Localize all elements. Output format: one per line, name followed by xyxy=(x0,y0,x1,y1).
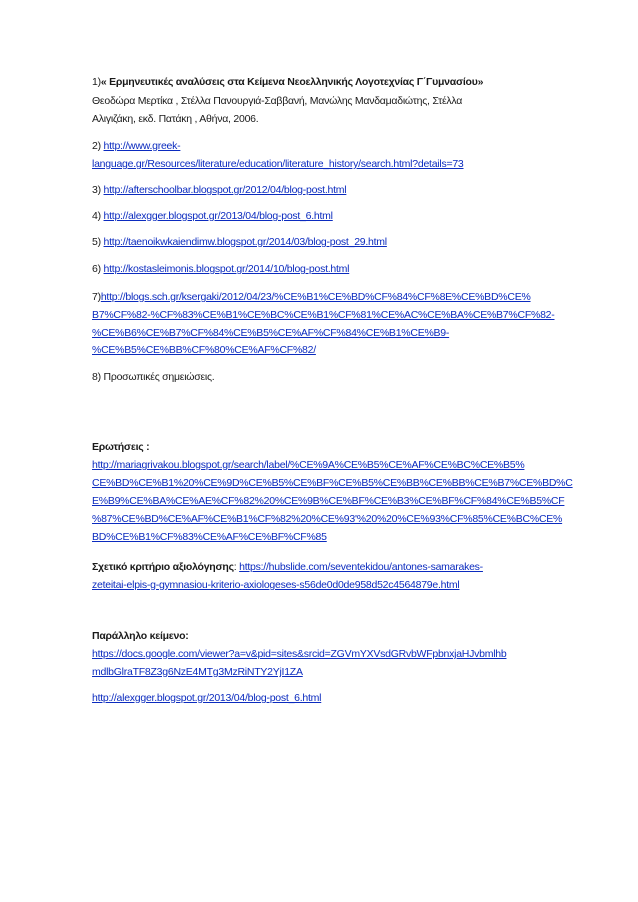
ref7-line1 xyxy=(92,290,531,304)
ref7-line3 xyxy=(92,326,449,340)
questions-link-part5[interactable]: BD%CE%B1%CF%83%CE%AF%CE%BF%CF%85 xyxy=(92,531,327,543)
questions-line2 xyxy=(92,476,573,490)
ref4-line xyxy=(92,209,333,223)
ref2-number: 2) xyxy=(92,140,101,152)
ref1-book-title: « Ερμηνευτικές αναλύσεις στα Κείμενα Νεοελληνικής Λογοτεχνίας Γ΄Γυμνασίου» xyxy=(100,76,484,88)
ref7-link[interactable]: http://blogs.sch.gr/ksergaki/2012/04/23/%CE%B1%CE%BD%CF%84%CF%8E%CE%BD%CE% xyxy=(100,291,531,303)
questions-link-part4[interactable]: %87%CE%BD%CE%AF%CE%B1%CF%82%20%CE%93'%20%20%CE%93%CF%85%CE%BC%CE% xyxy=(92,513,563,525)
ref7-number: 7) xyxy=(92,291,101,303)
criteria-line2 xyxy=(92,578,459,592)
criteria-link-part2[interactable]: zeteitai-elpis-g-gymnasiou-kriterio-axiologeses-s56de0d0de958d52c4564879e.html xyxy=(92,579,460,591)
parallel-heading: Παράλληλο κείμενο: xyxy=(92,630,189,642)
ref5-line xyxy=(92,235,387,249)
questions-link[interactable]: http://mariagrivakou.blogspot.gr/search/label/%CE%9A%CE%B5%CE%AF%CE%BC%CE%B5% xyxy=(92,459,525,471)
ref7-link-part4[interactable]: %CE%B5%CE%BB%CF%80%CE%AF%CF%82/ xyxy=(92,344,316,356)
ref1-title-line xyxy=(92,75,483,89)
ref8-text: Προσωπικές σημειώσεις. xyxy=(103,371,215,383)
parallel-link-part2[interactable]: mdlbGlraTF8Z3g6NzE4MTg3MzRiNTY2YjI1ZA xyxy=(92,666,303,678)
ref3-number: 3) xyxy=(92,184,101,196)
ref1-number: 1) xyxy=(92,76,101,88)
criteria-label: Σχετικό κριτήριο αξιολόγησης xyxy=(92,561,234,573)
criteria-colon: : xyxy=(233,561,240,573)
ref3-line xyxy=(92,183,346,197)
ref8-number: 8) xyxy=(92,371,101,383)
ref4-link[interactable]: http://alexgger.blogspot.gr/2013/04/blog-post_6.html xyxy=(103,210,333,222)
ref1-authors-line1: Θεοδώρα Μερτίκα , Στέλλα Πανουργιά-Σαββανή, Μανώλης Μανδαμαδιώτης, Στέλλα xyxy=(92,95,463,107)
questions-line5 xyxy=(92,530,327,544)
ref7-line2 xyxy=(92,308,555,322)
parallel-line2 xyxy=(92,665,303,679)
parallel-link-alexgger[interactable]: http://alexgger.blogspot.gr/2013/04/blog-post_6.html xyxy=(92,692,322,704)
ref2-link[interactable]: http://www.greek- xyxy=(103,140,181,152)
ref3-link[interactable]: http://afterschoolbar.blogspot.gr/2012/04/blog-post.html xyxy=(103,184,347,196)
ref7-link-part3[interactable]: %CE%B6%CE%B7%CF%84%CE%B5%CE%AF%CF%84%CE%B1%CE%B9- xyxy=(92,327,450,339)
ref2-line2 xyxy=(92,157,464,171)
questions-line3 xyxy=(92,494,564,508)
ref7-line4 xyxy=(92,343,316,357)
ref6-number: 6) xyxy=(92,263,101,275)
ref6-line xyxy=(92,262,349,276)
ref8-line xyxy=(92,370,214,384)
questions-line1 xyxy=(92,458,524,472)
criteria-line1 xyxy=(92,560,483,574)
questions-link-part3[interactable]: E%B9%CE%BA%CE%AE%CF%82%20%CE%9B%CE%BF%CE%B3%CE%BF%CF%84%CE%B5%CF xyxy=(92,495,565,507)
questions-heading: Ερωτήσεις : xyxy=(92,441,150,453)
ref7-link-part2[interactable]: B7%CF%82-%CF%83%CE%B1%CE%BC%CE%B1%CF%81%CE%AC%CE%BA%CE%B7%CF%82- xyxy=(92,309,555,321)
parallel-line1 xyxy=(92,647,506,661)
ref2-link-continued[interactable]: language.gr/Resources/literature/education/literature_history/search.html?details=73 xyxy=(92,158,464,170)
questions-line4 xyxy=(92,512,562,526)
criteria-link[interactable]: https://hubslide.com/seventekidou/antones-samarakes- xyxy=(239,561,483,573)
ref6-link[interactable]: http://kostasleimonis.blogspot.gr/2014/10/blog-post.html xyxy=(103,263,350,275)
parallel-line3 xyxy=(92,691,321,705)
ref2-line1 xyxy=(92,139,180,153)
ref1-authors-line2: Αλιγιζάκη, εκδ. Πατάκη , Αθήνα, 2006. xyxy=(92,113,259,125)
parallel-link[interactable]: https://docs.google.com/viewer?a=v&pid=sites&srcid=ZGVmYXVsdGRvbWFpbnxjaHJvbmlhb xyxy=(92,648,507,660)
ref5-number: 5) xyxy=(92,236,101,248)
questions-link-part2[interactable]: CE%BD%CE%B1%20%CE%9D%CE%B5%CE%BF%CE%B5%CE%BB%CE%BB%CE%B7%CE%BD%C xyxy=(92,477,573,489)
ref4-number: 4) xyxy=(92,210,101,222)
ref5-link[interactable]: http://taenoikwkaiendimw.blogspot.gr/2014/03/blog-post_29.html xyxy=(103,236,387,248)
